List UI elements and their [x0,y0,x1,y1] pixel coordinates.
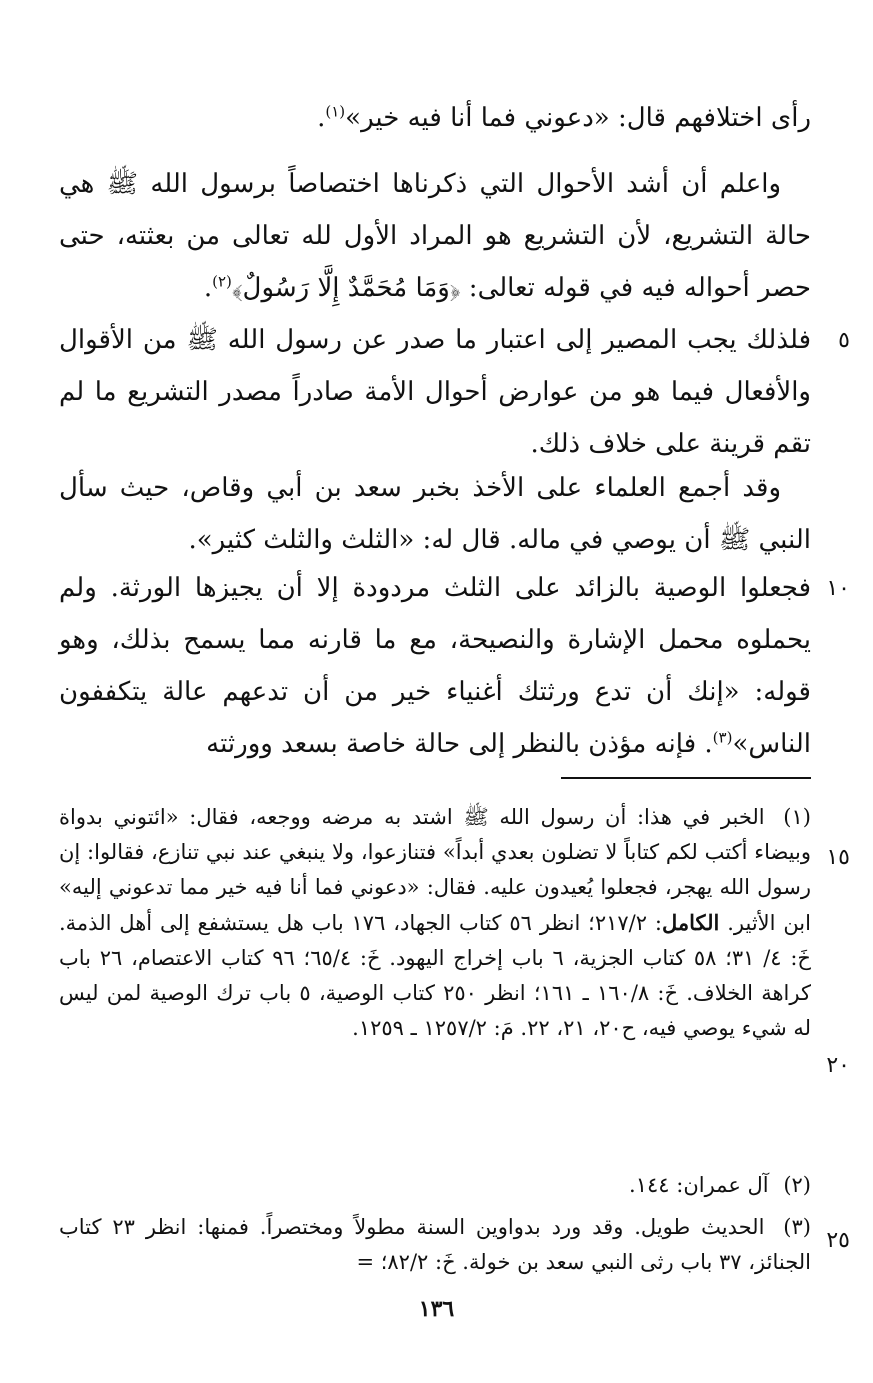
line-number-10: ١٠ [826,576,850,601]
line-number-25: ٢٥ [826,1228,850,1253]
footnote-ref-2: (٢) [212,272,232,291]
paragraph-2 [59,158,811,314]
paragraph-1-end: . [317,103,326,133]
footnote-2 [59,1168,811,1203]
paragraph-4 [59,462,811,566]
paragraph-3 [59,314,811,470]
footnote-ref-1: (١) [325,102,346,121]
paragraph-5 [59,562,811,770]
paragraph-3-text: فلذلك يجب المصير إلى اعتبار ما صدر عن رسول الله ﷺ من الأقوال والأفعال فيما هو من عوارض أحوال الأمة صادراً مصدر التشريع ما لم تقم قرينة على خلاف ذلك. [59,325,811,459]
paragraph-4-text: وقد أجمع العلماء على الأخذ بخبر سعد بن أبي وقاص، حيث سأل النبي ﷺ أن يوصي في ماله. قال له: «الثلث والثلث كثير». [59,473,811,555]
paragraph-2-end: . [203,273,213,303]
footnote-3 [59,1210,811,1280]
footnote-1 [59,800,811,1155]
footnote-1-text-a: الخبر في هذا: أن رسول الله ﷺ اشتد به مرضه ووجعه، فقال: «ائتوني بدواة وبيضاء أكتب لكم كتاباً لا تضلون بعدي أبداً» فتنازعوا، ولا ينبغي عند نبي تنازع، فقالوا: إن رسول الله يهجر، فجعلوا يُعيدون عليه. فقال: «دعوني فما أنا فيه خير مما تدعوني إليه» ابن الأثير. [59,805,811,935]
line-number-15: ١٥ [826,845,850,870]
footnote-3-number: (٣) [783,1215,811,1239]
line-number-20: ٢٠ [826,1053,850,1078]
paragraph-2-text: واعلم أن أشد الأحوال التي ذكرناها اختصاصاً برسول الله ﷺ هي حالة التشريع، لأن التشريع هو المراد الأول لله تعالى من بعثته، حتى حصر أحواله فيه في قوله تعالى: ﴿وَمَا مُحَمَّدٌ إِلَّا رَسُولٌ﴾ [59,169,811,303]
paragraph-5-text: فجعلوا الوصية بالزائد على الثلث مردودة إلا أن يجيزها الورثة. ولم يحملوه محمل الإشارة والنصيحة، مع ما قارنه مما يسمح بذلك، وهو قوله: «إنك أن تدع ورثتك أغنياء خير من أن تدعهم عالة يتكففون الناس» [59,573,811,759]
footnote-1-text-b: : ٢١٧/٢؛ انظر ٥٦ كتاب الجهاد، ١٧٦ باب هل يستشفع إلى أهل الذمة. خَ: ٤/ ٣١؛ ٥٨ كتاب الجزية، ٦ باب إخراج اليهود. خَ: ٦٥/٤؛ ٩٦ كتاب الاعتصام، ٢٦ باب كراهة الخلاف. خَ: ١٦٠/٨ ـ ١٦١؛ انظر ٢٥٠ كتاب الوصية، ٥ باب ترك الوصية لمن ليس له شيء يوصي فيه، ح٢٠، ٢١، ٢٢. مَ: ١٢٥٧/٢ ـ ١٢٥٩. [59,911,811,1040]
footnote-separator [561,777,811,779]
footnote-3-text: الحديث طويل. وقد ورد بدواوين السنة مطولاً ومختصراً. فمنها: انظر ٢٣ كتاب الجنائز، ٣٧ باب رثى النبي سعد بن خولة. خَ: ٨٢/٢؛ = [59,1215,811,1274]
line-number-5: ٥ [838,328,850,353]
footnote-2-number: (٢) [783,1173,811,1197]
paragraph-1 [59,92,811,144]
paragraph-1-text: رأى اختلافهم قال: «دعوني فما أنا فيه خير» [345,103,811,133]
footnote-ref-3: (٣) [712,728,733,747]
footnote-1-number: (١) [783,805,811,829]
page-number: ١٣٦ [418,1296,455,1322]
paragraph-5-end: . فإنه مؤذن بالنظر إلى حالة خاصة بسعد وورثته [206,729,713,759]
footnote-1-source-title: الكامل [661,910,720,935]
footnote-2-text: آل عمران: ١٤٤. [629,1173,769,1197]
